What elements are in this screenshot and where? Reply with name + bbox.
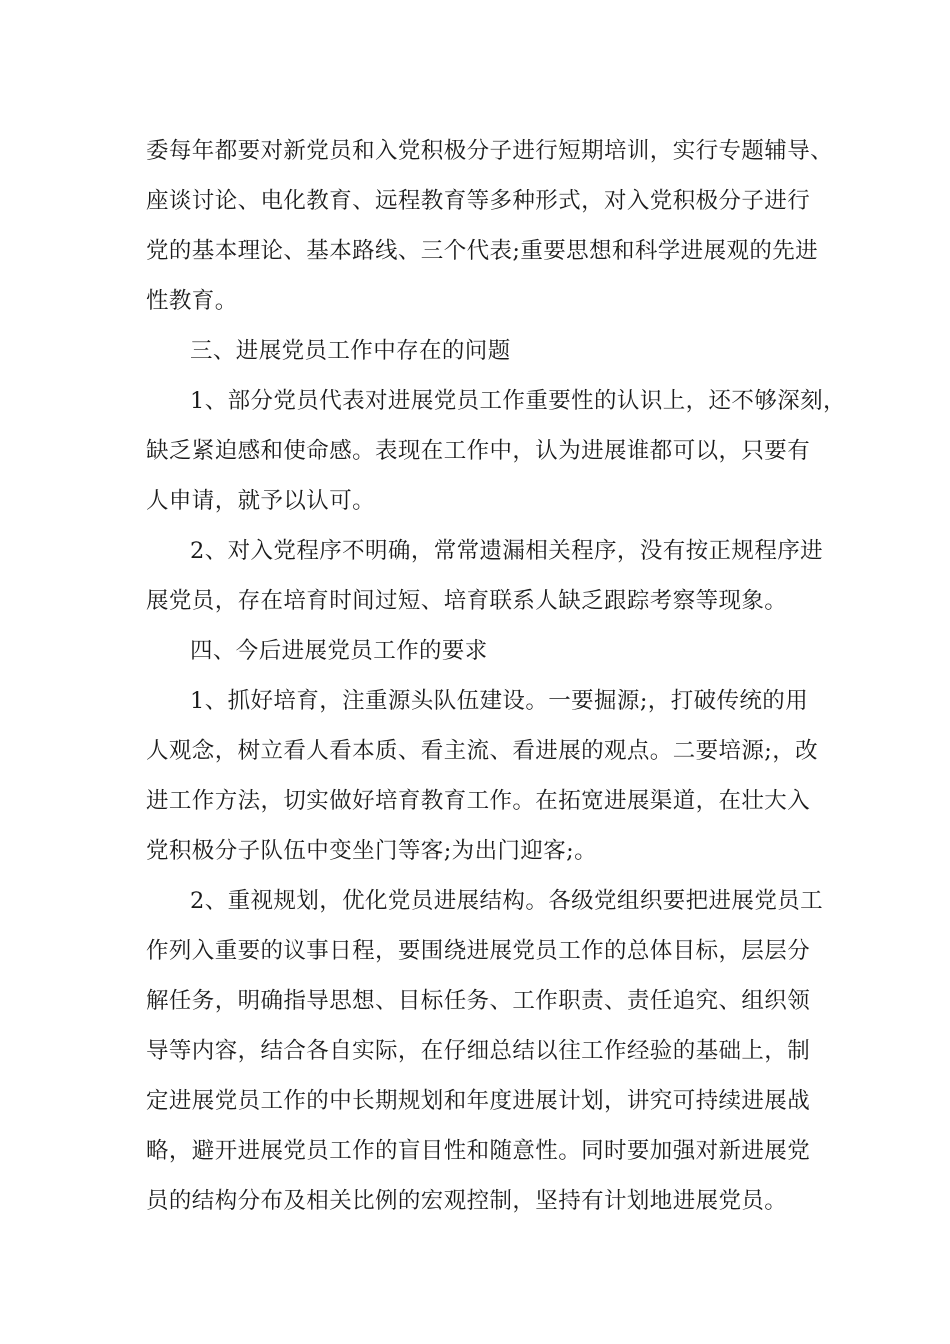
text-line: 员的结构分布及相关比例的宏观控制，坚持有计划地进展党员。 [146, 1188, 788, 1214]
text-line: 作列入重要的议事日程，要围绕进展党员工作的总体目标，层层分 [146, 938, 811, 964]
text-line: 1、抓好培育，注重源头队伍建设。一要掘源;，打破传统的用 [190, 688, 809, 714]
text-line: 展党员，存在培育时间过短、培育联系人缺乏跟踪考察等现象。 [146, 588, 788, 614]
text-line: 略，避开进展党员工作的盲目性和随意性。同时要加强对新进展党 [146, 1138, 811, 1164]
text-line: 解任务，明确指导思想、目标任务、工作职责、责任追究、组织领 [146, 988, 811, 1014]
text-line: 定进展党员工作的中长期规划和年度进展计划，讲究可持续进展战 [146, 1088, 811, 1114]
text-line: 党积极分子队伍中变坐门等客;为出门迎客;。 [146, 838, 598, 864]
text-line: 2、重视规划，优化党员进展结构。各级党组织要把进展党员工 [190, 888, 824, 914]
text-line: 进工作方法，切实做好培育教育工作。在拓宽进展渠道，在壮大入 [146, 788, 811, 814]
text-line: 座谈讨论、电化教育、远程教育等多种形式，对入党积极分子进行 [146, 188, 811, 214]
text-line: 委每年都要对新党员和入党积极分子进行短期培训，实行专题辅导、 [146, 138, 834, 164]
text-line: 性教育。 [146, 288, 238, 314]
text-line: 党的基本理论、基本路线、三个代表;重要思想和科学进展观的先进 [146, 238, 819, 264]
text-line: 缺乏紧迫感和使命感。表现在工作中，认为进展谁都可以，只要有 [146, 438, 811, 464]
text-line: 导等内容，结合各自实际，在仔细总结以往工作经验的基础上，制 [146, 1038, 811, 1064]
section-heading: 四、今后进展党员工作的要求 [190, 638, 488, 664]
section-heading: 三、进展党员工作中存在的问题 [190, 338, 511, 364]
text-line: 人观念，树立看人看本质、看主流、看进展的观点。二要培源;，改 [146, 738, 819, 764]
text-line: 人申请，就予以认可。 [146, 488, 376, 514]
text-line: 2、对入党程序不明确，常常遗漏相关程序，没有按正规程序进 [190, 538, 824, 564]
text-line: 1、部分党员代表对进展党员工作重要性的认识上，还不够深刻， [190, 388, 846, 414]
